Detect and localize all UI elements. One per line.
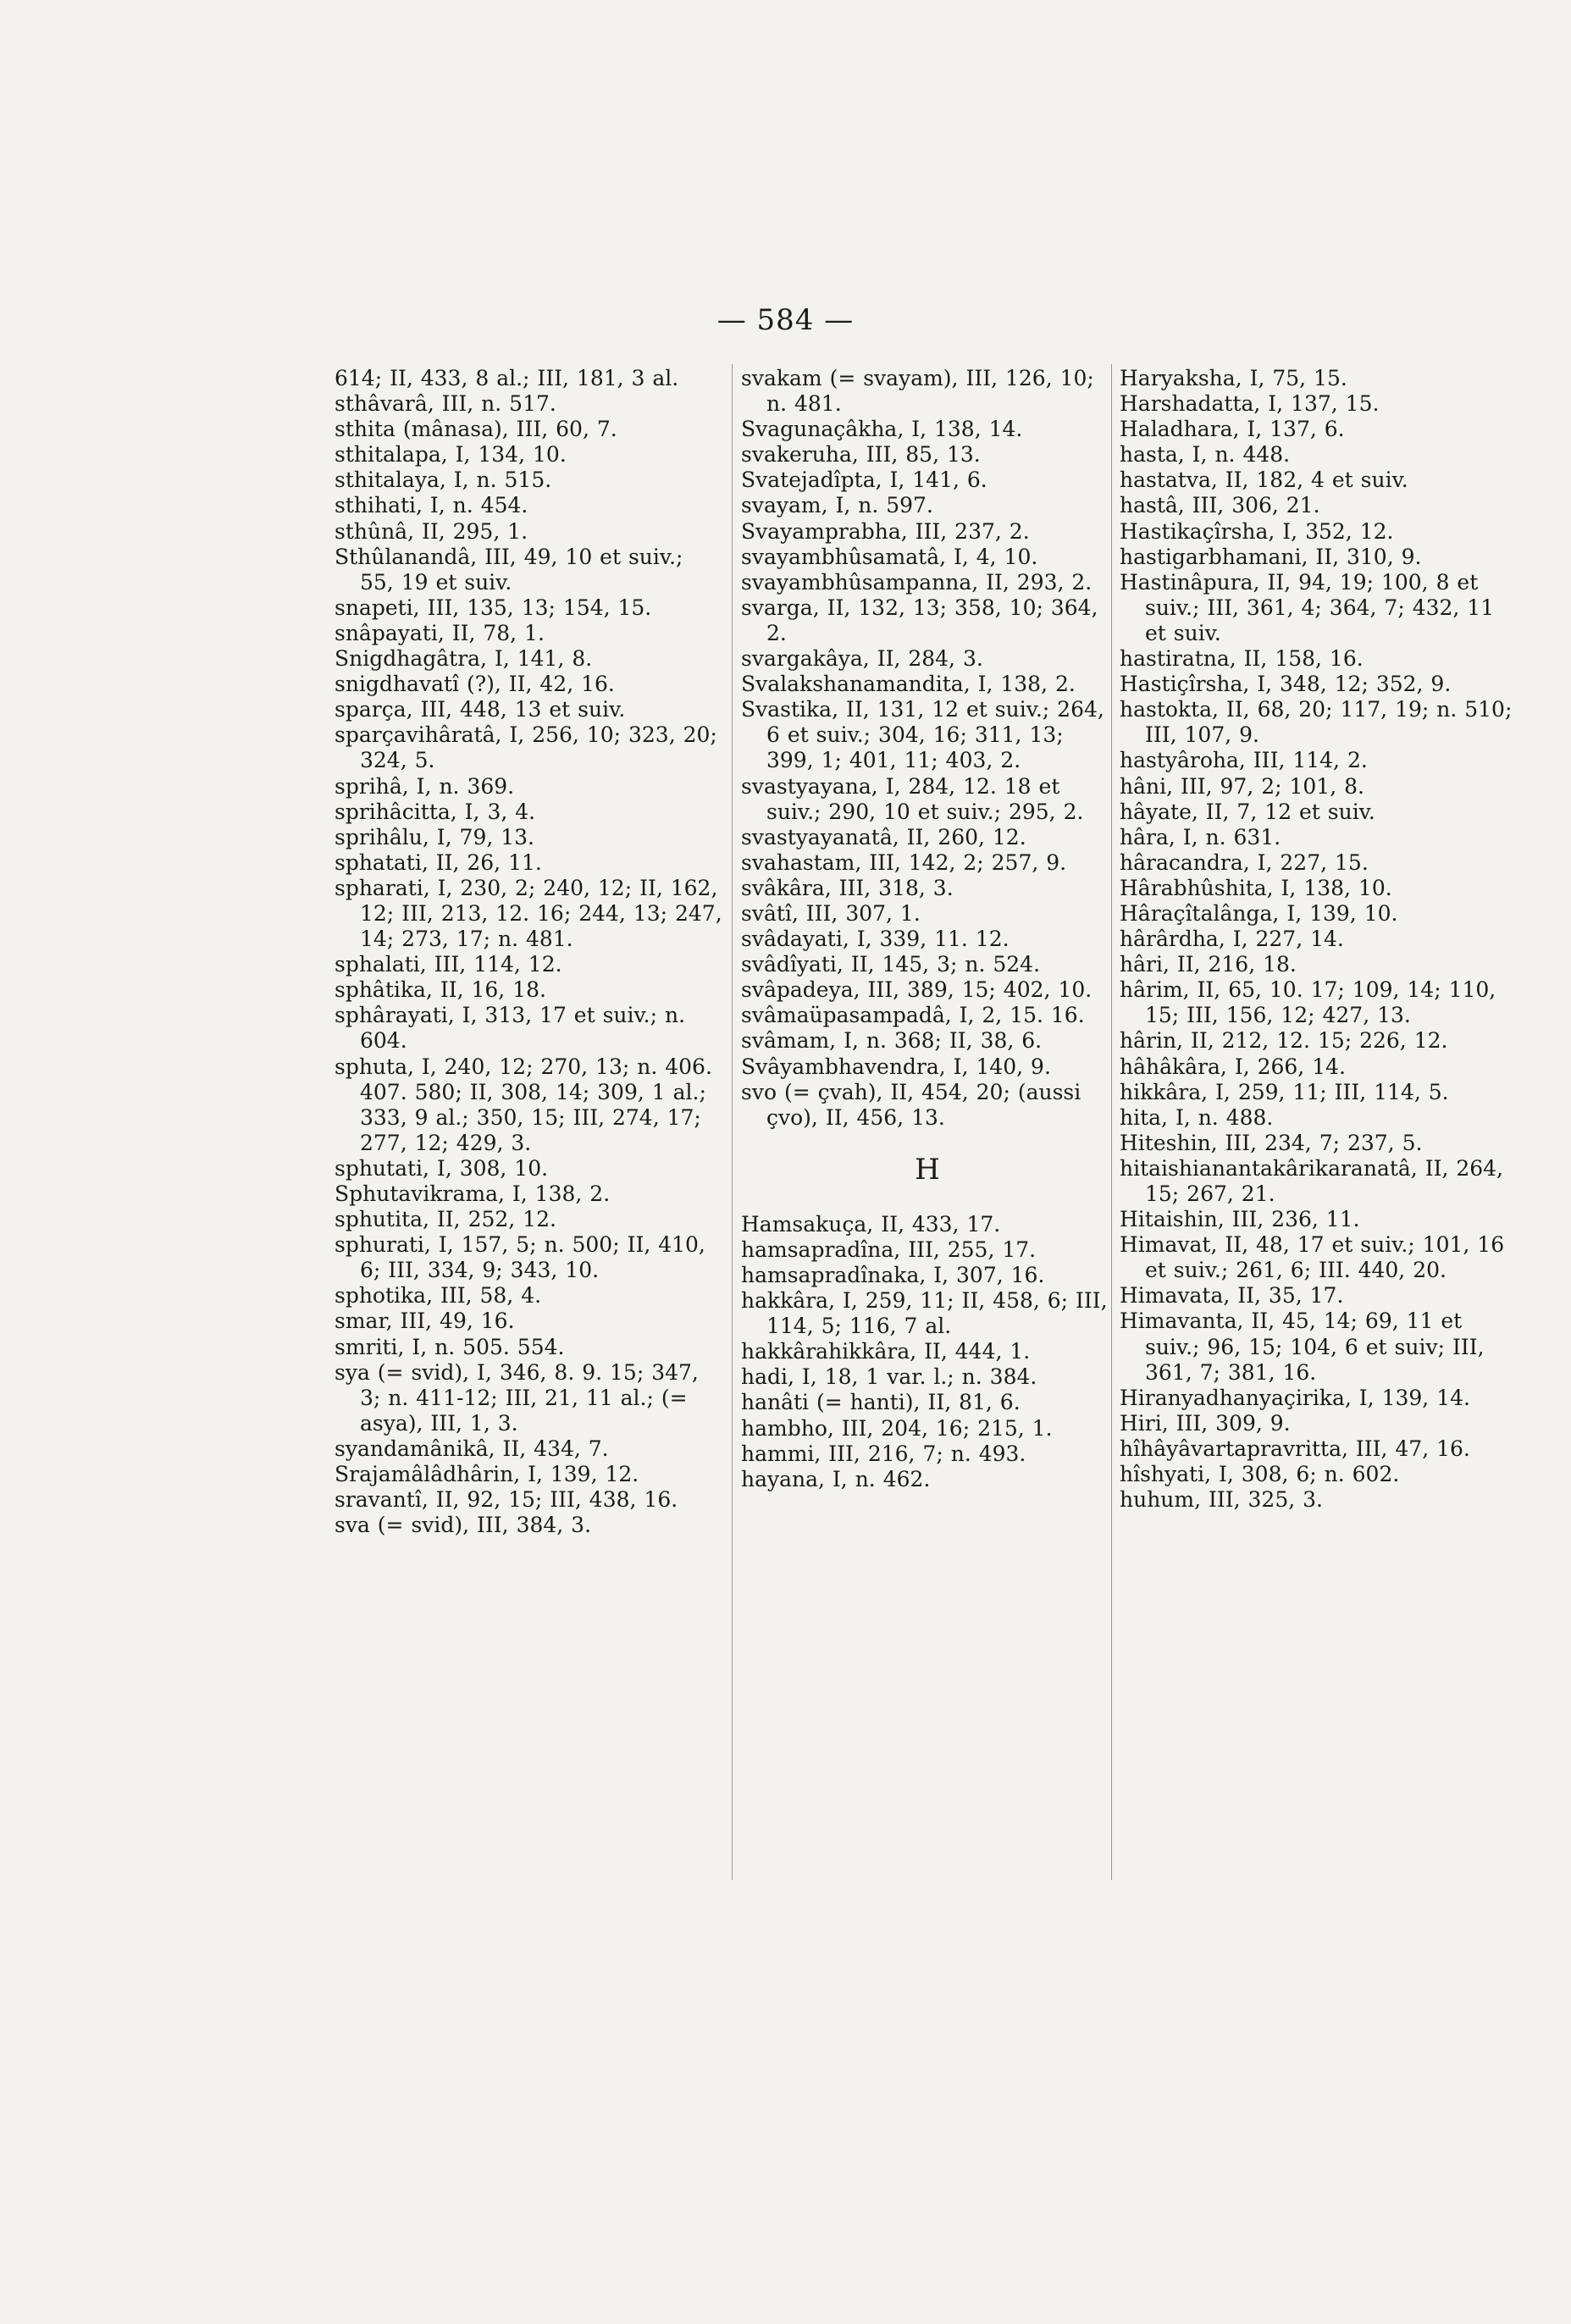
index-entry: hita, I, n. 488. — [1120, 1104, 1274, 1130]
index-entry: svayambhûsamatâ, I, 4, 10. — [741, 544, 1038, 569]
index-entry: hârin, II, 212, 12. 15; 226, 12. — [1120, 1028, 1448, 1054]
index-entry: svargakâya, II, 284, 3. — [741, 646, 983, 672]
index-entry: sphutita, II, 252, 12. — [335, 1207, 556, 1232]
index-entry: hâyate, II, 7, 12 et suiv. — [1120, 799, 1375, 824]
index-entry: Himavata, II, 35, 17. — [1120, 1283, 1344, 1309]
index-entry: hîshyati, I, 308, 6; n. 602. — [1120, 1462, 1400, 1487]
index-entry: hâri, II, 216, 18. — [1120, 952, 1297, 977]
index-entry: svastyayanatâ, II, 260, 12. — [741, 824, 1026, 849]
index-entry: hastokta, II, 68, 20; 117, 19; n. 510; III, 107, 9. — [1120, 697, 1513, 748]
index-entry: Hâraçîtalânga, I, 139, 10. — [1120, 900, 1398, 926]
index-entry: hayana, I, n. 462. — [741, 1466, 931, 1491]
page-number: — 584 — — [716, 303, 855, 337]
section-letter-heading: H — [915, 1152, 940, 1187]
index-entry: Hiranyadhanyaçirika, I, 139, 14. — [1120, 1385, 1470, 1410]
index-entry: svakeruha, III, 85, 13. — [741, 442, 981, 468]
index-entry: hastâ, III, 306, 21. — [1120, 493, 1320, 518]
index-entry: sthihati, I, n. 454. — [335, 493, 528, 518]
index-entry: sthâvarâ, III, n. 517. — [335, 391, 556, 417]
index-entry: hakkârahikkâra, II, 444, 1. — [741, 1339, 1031, 1364]
index-entry: sparça, III, 448, 13 et suiv. — [335, 697, 626, 722]
index-entry: svâdîyati, II, 145, 3; n. 524. — [741, 952, 1041, 977]
index-entry: Hastikaçîrsha, I, 352, 12. — [1120, 518, 1394, 544]
index-entry: hâracandra, I, 227, 15. — [1120, 849, 1369, 875]
index-entry: svâmam, I, n. 368; II, 38, 6. — [741, 1028, 1043, 1054]
index-entry: sya (= svid), I, 346, 8. 9. 15; 347, 3; n. 411-12; III, 21, 11 al.; (= asya), III, 1, 3. — [335, 1359, 699, 1436]
index-entry: sprihâcitta, I, 3, 4. — [335, 799, 536, 824]
index-entry: svahastam, III, 142, 2; 257, 9. — [741, 849, 1067, 875]
index-entry: sva (= svid), III, 384, 3. — [335, 1513, 592, 1538]
index-entry: hamsapradîna, III, 255, 17. — [741, 1237, 1037, 1262]
index-entry: Hitaishin, III, 236, 11. — [1120, 1207, 1360, 1232]
index-entry: sphurati, I, 157, 5; n. 500; II, 410, 6; III, 334, 9; 343, 10. — [335, 1232, 705, 1283]
index-entry: Himavat, II, 48, 17 et suiv.; 101, 16 et suiv.; 261, 6; III. 440, 20. — [1120, 1232, 1505, 1283]
index-column-3 — [1120, 366, 1518, 1513]
index-entry: sphalati, III, 114, 12. — [335, 952, 562, 977]
index-entry: smar, III, 49, 16. — [335, 1309, 515, 1334]
index-entry: sphuta, I, 240, 12; 270, 13; n. 406. 407. 580; II, 308, 14; 309, 1 al.; 333, 9 al.; 350, 15; III, 274, 17; 277, 12; 429, 3. — [335, 1054, 712, 1155]
index-entry: hastyâroha, III, 114, 2. — [1120, 748, 1368, 773]
index-entry: svâdayati, I, 339, 11. 12. — [741, 927, 1010, 952]
index-entry: syandamânikâ, II, 434, 7. — [335, 1436, 609, 1461]
index-entry: Svâyambhavendra, I, 140, 9. — [741, 1054, 1051, 1079]
index-entry: hitaishianantakârikaranatâ, II, 264, 15; 267, 21. — [1120, 1155, 1504, 1206]
index-entry: hârârdha, I, 227, 14. — [1120, 927, 1344, 952]
index-entry: svarga, II, 132, 13; 358, 10; 364, 2. — [741, 595, 1098, 645]
index-entry: svastyayana, I, 284, 12. 18 et suiv.; 290, 10 et suiv.; 295, 2. — [741, 773, 1084, 824]
index-entry: svakam (= svayam), III, 126, 10; n. 481. — [741, 366, 1094, 417]
index-entry: Haryaksha, I, 75, 15. — [1120, 366, 1347, 390]
index-entry: sphutati, I, 308, 10. — [335, 1155, 549, 1181]
index-entry: hammi, III, 216, 7; n. 493. — [741, 1441, 1026, 1466]
index-entry: Svalakshanamandita, I, 138, 2. — [741, 672, 1076, 697]
index-entry: hakkâra, I, 259, 11; II, 458, 6; III, 114, 5; 116, 7 al. — [741, 1288, 1108, 1339]
index-entry: Svagunaçâkha, I, 138, 14. — [741, 417, 1023, 442]
index-entry: sphârayati, I, 313, 17 et suiv.; n. 604. — [335, 1003, 686, 1054]
index-entry: sravantî, II, 92, 15; III, 438, 16. — [335, 1487, 678, 1513]
index-entry: hastiratna, II, 158, 16. — [1120, 646, 1364, 672]
index-entry: Sphutavikrama, I, 138, 2. — [335, 1181, 611, 1206]
index-entry: Hastinâpura, II, 94, 19; 100, 8 et suiv.; III, 361, 4; 364, 7; 432, 11 et suiv. — [1120, 569, 1495, 645]
index-entry: snigdhavatî (?), II, 42, 16. — [335, 672, 615, 697]
index-entry: smriti, I, n. 505. 554. — [335, 1334, 565, 1359]
index-entry: Hamsakuça, II, 433, 17. — [741, 1211, 1001, 1237]
index-column-2-entries-before — [741, 366, 1114, 1131]
index-entry: snapeti, III, 135, 13; 154, 15. — [335, 595, 652, 620]
index-entry: hambho, III, 204, 16; 215, 1. — [741, 1415, 1053, 1441]
index-entry: Svatejadîpta, I, 141, 6. — [741, 468, 987, 493]
index-entry: hastigarbhamani, II, 310, 9. — [1120, 544, 1422, 569]
index-entry: Hiteshin, III, 234, 7; 237, 5. — [1120, 1130, 1423, 1155]
index-entry: hâra, I, n. 631. — [1120, 824, 1281, 849]
index-entry: Svayamprabha, III, 237, 2. — [741, 518, 1030, 544]
index-entry: sprihâlu, I, 79, 13. — [335, 824, 535, 849]
index-column-2 — [741, 366, 1114, 1492]
index-entry: sthitalapa, I, 134, 10. — [335, 442, 567, 468]
index-entry: svayambhûsampanna, II, 293, 2. — [741, 569, 1093, 595]
index-entry: spharati, I, 230, 2; 240, 12; II, 162, 12; III, 213, 12. 16; 244, 13; 247, 14; 273, 17; n. 481. — [335, 875, 722, 952]
index-entry: sthitalaya, I, n. 515. — [335, 468, 552, 493]
index-entry: svâkâra, III, 318, 3. — [741, 875, 954, 900]
index-entry: svayam, I, n. 597. — [741, 493, 933, 518]
index-entry: Hârabhûshita, I, 138, 10. — [1120, 875, 1392, 900]
index-entry: sthûnâ, II, 295, 1. — [335, 518, 528, 544]
index-column-2-entries-after — [741, 1212, 1114, 1492]
index-entry: svâpadeya, III, 389, 15; 402, 10. — [741, 977, 1093, 1003]
index-entry: svâmaüpasampadâ, I, 2, 15. 16. — [741, 1003, 1085, 1028]
index-entry: hâhâkâra, I, 266, 14. — [1120, 1054, 1346, 1079]
index-entry: huhum, III, 325, 3. — [1120, 1487, 1323, 1513]
column-divider-1 — [732, 364, 733, 1880]
index-entry: Hastiçîrsha, I, 348, 12; 352, 9. — [1120, 672, 1452, 697]
index-entry: hikkâra, I, 259, 11; III, 114, 5. — [1120, 1079, 1449, 1104]
index-entry: hîhâyâvartapravritta, III, 47, 16. — [1120, 1436, 1470, 1461]
index-entry: sprihâ, I, n. 369. — [335, 773, 515, 799]
index-entry: sthita (mânasa), III, 60, 7. — [335, 417, 617, 442]
index-entry: sphotika, III, 58, 4. — [335, 1283, 542, 1309]
index-entry: Haladhara, I, 137, 6. — [1120, 417, 1345, 442]
index-entry: Svastika, II, 131, 12 et suiv.; 264, 6 et suiv.; 304, 16; 311, 13; 399, 1; 401, 11; 403, 2. — [741, 697, 1104, 773]
index-entry: snâpayati, II, 78, 1. — [335, 620, 545, 645]
index-entry: hanâti (= hanti), II, 81, 6. — [741, 1390, 1021, 1415]
index-entry: sphâtika, II, 16, 18. — [335, 977, 546, 1003]
index-entry: Himavanta, II, 45, 14; 69, 11 et suiv.; 96, 15; 104, 6 et suiv; III, 361, 7; 381, 16. — [1120, 1309, 1485, 1385]
index-column-1 — [335, 366, 724, 1538]
index-entry: sparçavihâratâ, I, 256, 10; 323, 20; 324, 5. — [335, 722, 717, 773]
index-entry: hârim, II, 65, 10. 17; 109, 14; 110, 15; III, 156, 12; 427, 13. — [1120, 977, 1496, 1028]
index-entry: 614; II, 433, 8 al.; III, 181, 3 al. — [335, 366, 679, 390]
index-entry: Srajamâlâdhârin, I, 139, 12. — [335, 1462, 639, 1487]
index-entry: hastatva, II, 182, 4 et suiv. — [1120, 468, 1408, 493]
index-entry: hadi, I, 18, 1 var. l.; n. 384. — [741, 1364, 1037, 1390]
index-entry: Snigdhagâtra, I, 141, 8. — [335, 646, 593, 672]
index-entry: svâtî, III, 307, 1. — [741, 900, 921, 926]
index-entry: Harshadatta, I, 137, 15. — [1120, 391, 1380, 417]
index-entry: svo (= çvah), II, 454, 20; (aussi çvo), II, 456, 13. — [741, 1079, 1081, 1130]
index-entry: Hiri, III, 309, 9. — [1120, 1410, 1291, 1436]
index-entry: hâni, III, 97, 2; 101, 8. — [1120, 773, 1364, 799]
index-entry: hasta, I, n. 448. — [1120, 442, 1291, 468]
index-entry: Sthûlanandâ, III, 49, 10 et suiv.; 55, 19 et suiv. — [335, 544, 683, 595]
index-entry: sphatati, II, 26, 11. — [335, 849, 542, 875]
index-entry: hamsapradînaka, I, 307, 16. — [741, 1263, 1045, 1287]
